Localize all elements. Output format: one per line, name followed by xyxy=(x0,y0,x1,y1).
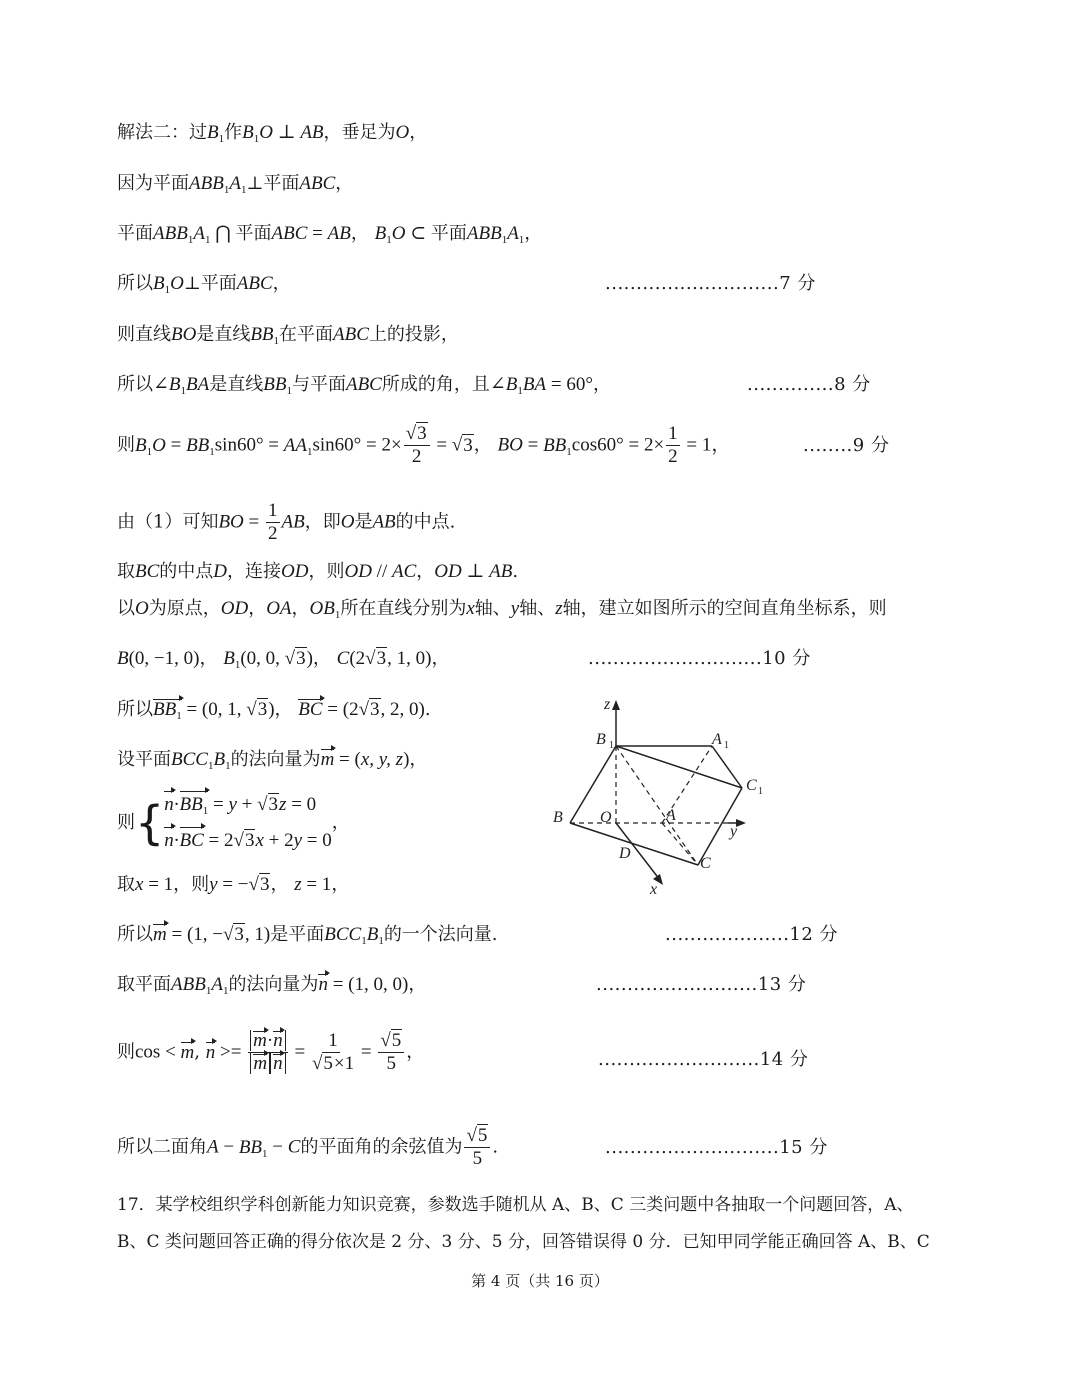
edge-a1-c1 xyxy=(712,746,742,788)
line-16: 所以m = (1, −√3, 1)是平面$BCC_1B_1$的一个法向量. xyxy=(117,924,498,947)
line-13: 设平面$BCC_1B_1$的法向量为m = (x, y, z)， xyxy=(117,749,428,772)
line-17: 取平面$ABB_1A_1$的法向量为n = (1, 0, 0)， xyxy=(117,974,427,997)
score-8: ..............8 分 xyxy=(747,374,871,395)
line-9: 取BC的中点D，连接OD，则OD // AC，OD ⊥ AB. xyxy=(117,561,519,582)
label-a1: A xyxy=(712,731,722,748)
label-y: y xyxy=(730,823,738,840)
label-x: x xyxy=(650,881,658,898)
label-c1-sub: 1 xyxy=(758,786,763,797)
line-11: B(0, −1, 0)， $B_1(0$, 0, √3)， C(2√3, 1, 0)， xyxy=(117,648,450,671)
label-b: B xyxy=(553,809,563,826)
y-axis-arrow xyxy=(736,819,746,827)
score-13: ..........................13 分 xyxy=(596,974,807,995)
line-7: 则$B_1O = BB_1\sin 60^\circ = AA_1\sin 60^\circ = 2\times$ $\frac{√3}{2}$ = √3， BO = $BB_1\cos 60^\circ = 2\times$ $\frac{1}{2}$ = 1， xyxy=(117,423,731,467)
label-b1: B xyxy=(596,731,606,748)
edge-b1-c1 xyxy=(616,746,742,788)
line-19: 所以二面角$A - BB_1 - C$的平面角的余弦值为 $\frac{√5}{5}$ . xyxy=(117,1125,499,1169)
score-10: ............................10 分 xyxy=(588,648,811,669)
page-footer: 第 4 页（共 16 页） xyxy=(471,1272,609,1290)
label-a1-sub: 1 xyxy=(724,740,729,751)
line-2: 因为平面$ABB_1A_1\perp$平面ABC， xyxy=(117,173,354,196)
prism-coordinate-diagram xyxy=(540,690,780,900)
label-z: z xyxy=(604,696,611,713)
line-10: 以O为原点，OD，OA，$OB_1$所在直线分别为x轴、y轴、z轴，建立如图所示的空间直角坐标系，则 xyxy=(117,598,887,621)
label-c: C xyxy=(700,855,711,872)
label-b1-sub: 1 xyxy=(609,740,614,751)
q17-line-2: B、C 类问题回答正确的得分依次是 2 分、3 分、5 分，回答错误得 0 分．已知甲同学能正确回答 A、B、C xyxy=(117,1232,930,1252)
score-12: ....................12 分 xyxy=(665,924,839,945)
line-8: 由（1）可知BO = $\frac{1}{2}$ AB，即O是AB的中点. xyxy=(117,500,456,544)
label-c1: C xyxy=(746,777,757,794)
score-9: ........9 分 xyxy=(803,435,890,456)
line-1: 解法二：过$B_1$作$B_1O$ ⊥ AB，垂足为O， xyxy=(117,122,428,145)
line-15: 取x = 1，则y = −√3， z = 1， xyxy=(117,874,350,895)
line-12: 所以$BB_1 = (0$, 1, √3)， BC = (2√3, 2, 0). xyxy=(117,698,431,728)
score-15: ............................15 分 xyxy=(605,1137,828,1158)
label-o: O xyxy=(600,809,612,826)
score-7: ............................7 分 xyxy=(605,273,816,294)
line-3: 平面$ABB_1A_1$ ⋂ 平面ABC = AB， $B_1O$ ⊂ 平面$ABB_1A_1$， xyxy=(117,223,543,246)
score-14: ..........................14 分 xyxy=(598,1049,809,1070)
z-axis-arrow xyxy=(612,700,620,710)
label-d: D xyxy=(619,845,631,862)
label-a: A xyxy=(666,807,676,824)
q17-line-1: 17．某学校组织学科创新能力知识竞赛，参数选手随机从 A、B、C 三类问题中各抽取一个问题回答，A、 xyxy=(117,1195,914,1215)
line-18: 则cos < m, n >= $\frac{m\cdot n}{\text{m n}}$ = $\frac{1}{√5\times 1}$ = $\frac{√5}{5}$ ， xyxy=(117,1030,425,1074)
line-6: 所以$\angle B_1BA$是直线$BB_1$与平面ABC所成的角，且$\angle B_1BA = 60^\circ$， xyxy=(117,374,611,397)
edge-b-c xyxy=(570,823,698,865)
line-4: 所以$B_1O\perp$平面ABC， xyxy=(117,273,291,296)
line-5: 则直线BO是直线$BB_1$在平面ABC上的投影， xyxy=(117,324,459,347)
line-14: 则{ $n\cdot BB_1 = y + √3z = 0$ n·BC = 2√3x + 2y = 0 ， xyxy=(117,790,350,856)
